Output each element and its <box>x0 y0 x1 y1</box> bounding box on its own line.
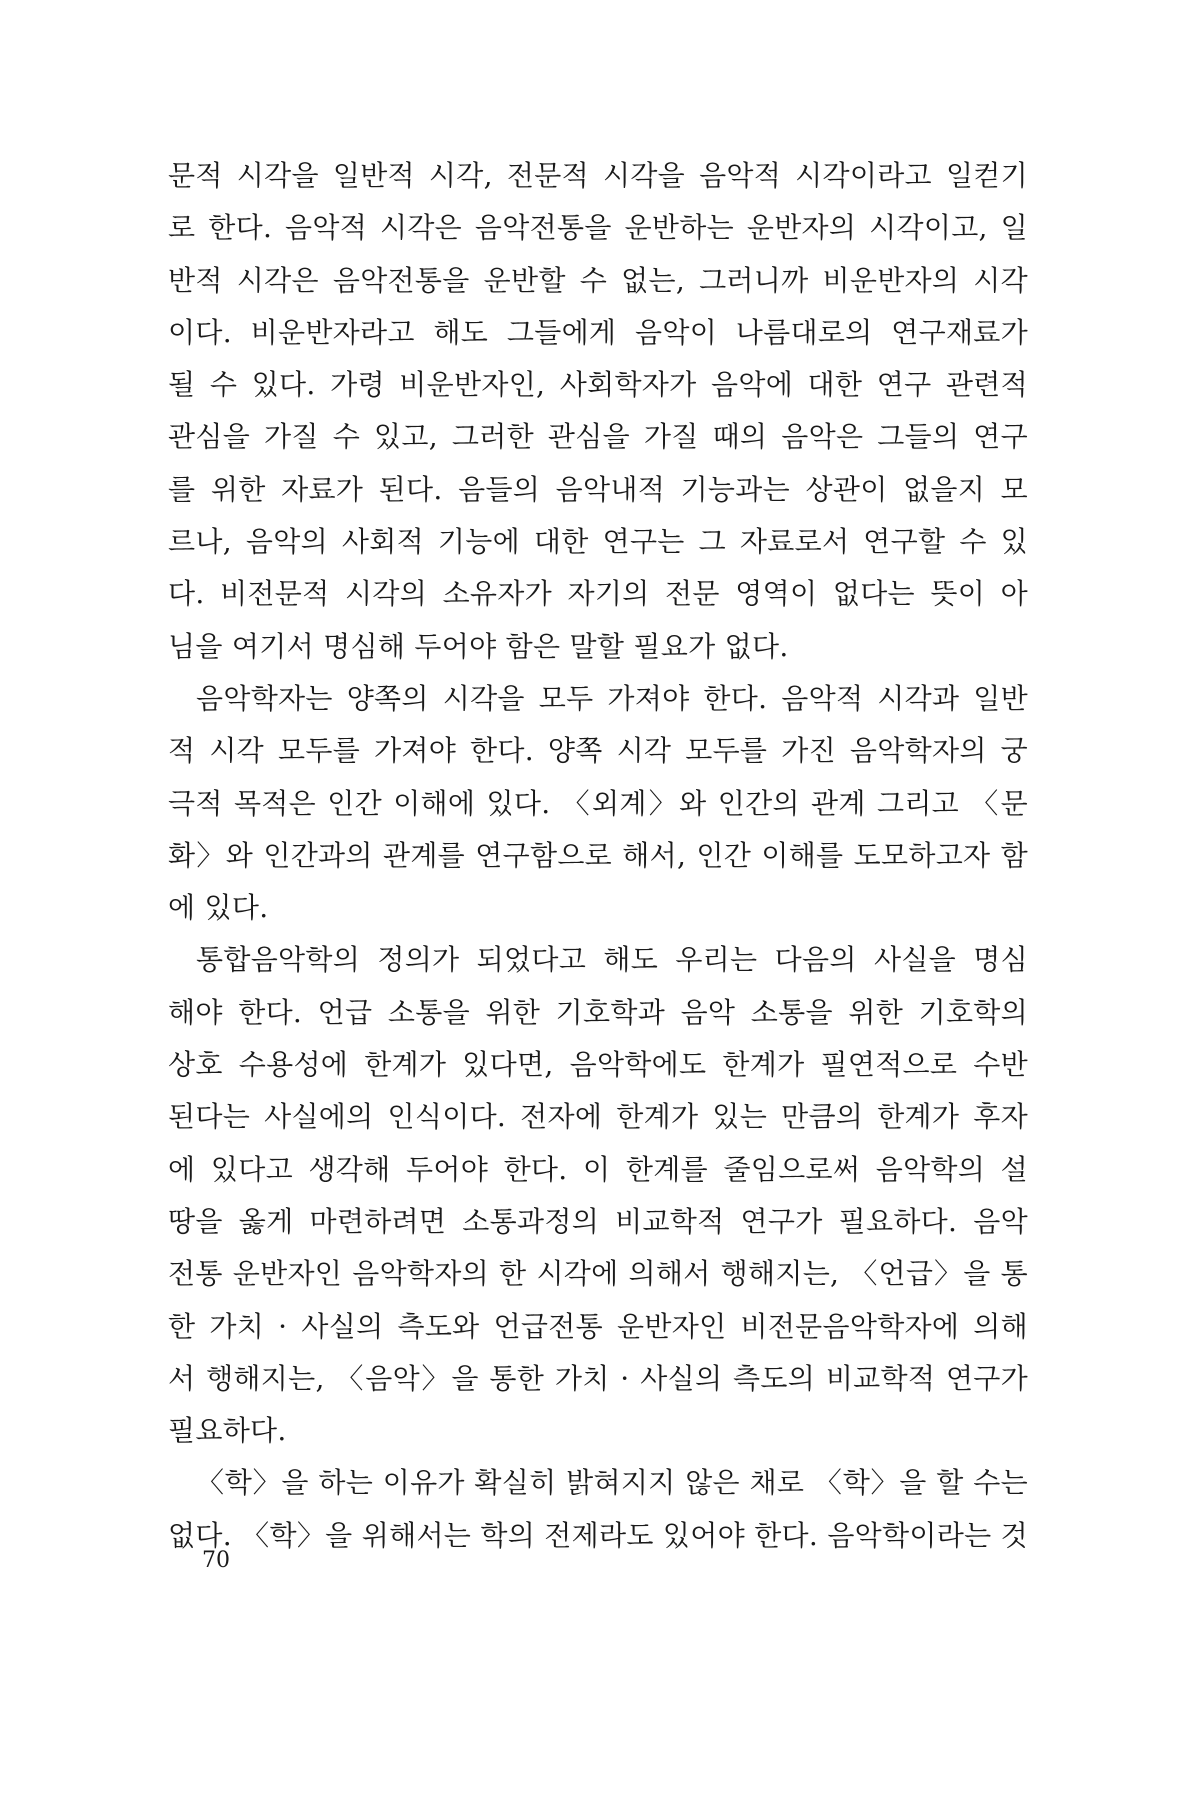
text-line: 필요하다. <box>168 1414 287 1448</box>
text-line: 서 행해지는, 〈음악〉을 통한 가치 · 사실의 측도의 비교학적 연구가 <box>168 1361 1028 1395</box>
text-line: 에 있다고 생각해 두어야 한다. 이 한계를 줄임으로써 음악학의 설 <box>168 1152 1028 1186</box>
text-line: 르나, 음악의 사회적 기능에 대한 연구는 그 자료로서 연구할 수 있 <box>168 525 1028 559</box>
text-line: 반적 시각은 음악전통을 운반할 수 없는, 그러니까 비운반자의 시각 <box>168 263 1028 297</box>
text-line: 상호 수용성에 한계가 있다면, 음악학에도 한계가 필연적으로 수반 <box>168 1048 1028 1082</box>
text-line: 로 한다. 음악적 시각은 음악전통을 운반하는 운반자의 시각이고, 일 <box>168 211 1028 245</box>
text-line: 님을 여기서 명심해 두어야 함은 말할 필요가 없다. <box>168 629 789 663</box>
text-line: 화〉와 인간과의 관계를 연구함으로 해서, 인간 이해를 도모하고자 함 <box>168 838 1028 872</box>
text-line: 관심을 가질 수 있고, 그러한 관심을 가질 때의 음악은 그들의 연구 <box>168 420 1028 454</box>
paragraph-start-line: 〈학〉을 하는 이유가 확실히 밝혀지지 않은 채로 〈학〉을 할 수는 <box>196 1466 1028 1500</box>
text-line: 를 위한 자료가 된다. 음들의 음악내적 기능과는 상관이 없을지 모 <box>168 472 1028 506</box>
text-line: 에 있다. <box>168 891 269 925</box>
text-line: 다. 비전문적 시각의 소유자가 자기의 전문 영역이 없다는 뜻이 아 <box>168 577 1028 611</box>
text-line: 적 시각 모두를 가져야 한다. 양쪽 시각 모두를 가진 음악학자의 궁 <box>168 734 1028 768</box>
text-line: 이다. 비운반자라고 해도 그들에게 음악이 나름대로의 연구재료가 <box>168 315 1028 349</box>
paragraph-start-line: 통합음악학의 정의가 되었다고 해도 우리는 다음의 사실을 명심 <box>196 943 1028 977</box>
text-line: 땅을 옳게 마련하려면 소통과정의 비교학적 연구가 필요하다. 음악 <box>168 1204 1028 1238</box>
text-line: 문적 시각을 일반적 시각, 전문적 시각을 음악적 시각이라고 일컫기 <box>168 159 1028 192</box>
text-line: 된다는 사실에의 인식이다. 전자에 한계가 있는 만큼의 한계가 후자 <box>168 1100 1028 1134</box>
text-line: 해야 한다. 언급 소통을 위한 기호학과 음악 소통을 위한 기호학의 <box>168 995 1028 1029</box>
text-line: 없다. 〈학〉을 위해서는 학의 전제라도 있어야 한다. 음악학이라는 것 <box>168 1518 1028 1552</box>
page-number: 70 <box>202 1548 230 1573</box>
body-text <box>168 150 1028 1562</box>
text-line: 극적 목적은 인간 이해에 있다. 〈외계〉와 인간의 관계 그리고 〈문 <box>168 786 1028 820</box>
text-line: 한 가치 · 사실의 측도와 언급전통 운반자인 비전문음악학자에 의해 <box>168 1309 1028 1343</box>
paragraph-start-line: 음악학자는 양쪽의 시각을 모두 가져야 한다. 음악적 시각과 일반 <box>196 681 1028 715</box>
text-line: 전통 운반자인 음악학자의 한 시각에 의해서 행해지는, 〈언급〉을 통 <box>168 1257 1028 1291</box>
text-line: 될 수 있다. 가령 비운반자인, 사회학자가 음악에 대한 연구 관련적 <box>168 368 1028 402</box>
